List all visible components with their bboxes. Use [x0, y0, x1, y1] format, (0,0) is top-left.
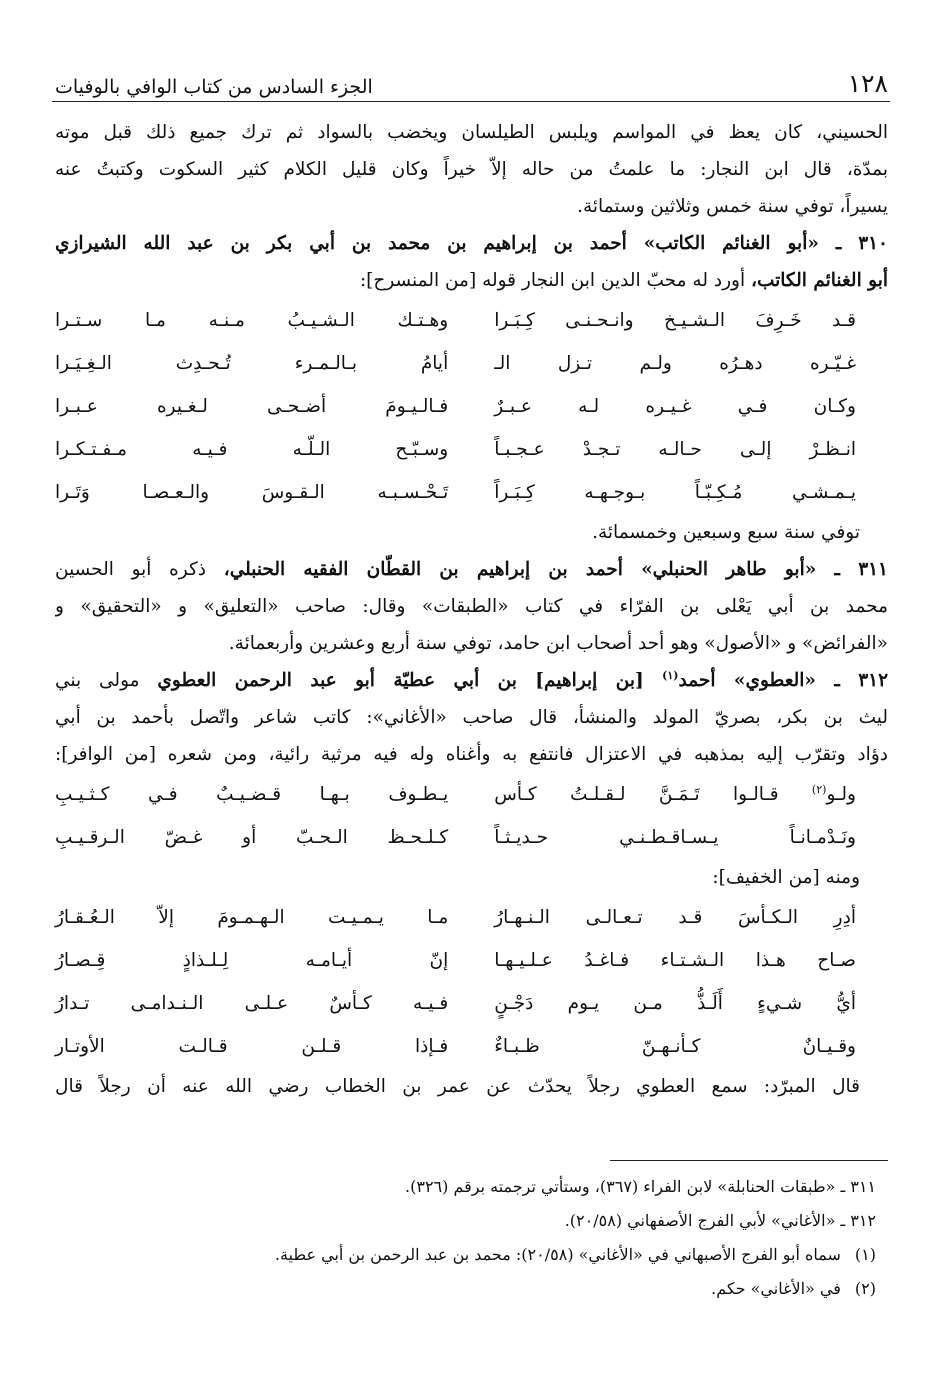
entry-310-death: توفي سنة سبع وسبعين وخمسمائة. — [592, 522, 860, 543]
verse-text: قـالـوا تَـمَـنَّ لـقـلـتُ كـأس — [494, 784, 812, 805]
footnotes — [55, 1170, 888, 1306]
verse-second-hemistich: فـإذا قـلـن قـالـت الأوتـار — [55, 1036, 449, 1057]
verse-first-hemistich: يـمـشـي مُـكِـبّـاً بـوجـهـه كِـبَـراً — [494, 482, 856, 503]
verse-first-hemistich: غـيّـره دهـرُه ولـم تـزل الـ — [494, 353, 856, 374]
entry-310-heading: ٣١٠ ـ «أبو الغنائم الكاتب» أحمد بن إبراهيم بن محمد بن أبي بكر بن عبد الله الشيرازي — [55, 233, 888, 254]
entry-311-text: ذكره أبو الحسين — [55, 559, 224, 580]
verse — [55, 428, 888, 471]
footnote — [55, 1204, 888, 1238]
verse-second-hemistich: فـالـيـومَ أضـحـى لـغـيره عـبـرا — [55, 396, 449, 417]
entry-310-intro: أورد له محبّ الدين ابن النجار قوله [من المنسرح]: — [359, 270, 751, 291]
entry-312-line — [55, 662, 888, 699]
khafif-intro: ومنه [من الخفيف]: — [712, 867, 860, 888]
verse — [55, 1025, 888, 1068]
verse-first-hemistich: أدِرِ الـكـأسَ قـد تـعـالـى الـنـهـارُ — [494, 907, 856, 928]
verse — [55, 773, 888, 816]
footnote — [55, 1272, 888, 1306]
verse — [55, 816, 888, 859]
verse-second-hemistich: يـطـوف بـهـا قـضـيـبٌ فـي كـثـيـبِ — [55, 784, 449, 805]
verse-first-hemistich: قـد خَـرِفَ الـشـيـخ وانـحـنـى كِـبَـرا — [494, 310, 856, 331]
entry-310-line — [55, 262, 888, 299]
verse-second-hemistich: إنّ أيـامـه لِـلـذاذٍ قِـصـارُ — [55, 950, 449, 971]
verse-second-hemistich: كـلـحـظ الـحـبّ أو غـضّ الـرقـيـبِ — [55, 827, 449, 848]
verse-first-hemistich: وكـان فـي غـيـره لـه عـبـرٌ — [494, 396, 856, 417]
verse-second-hemistich: وسـبّـح الـلّـه فـيـه مـفـتـكـرا — [55, 439, 449, 460]
verse-first-hemistich — [494, 773, 888, 816]
entry-312-heading-b: [بن إبراهيم] بن أبي عطيّة أبو عبد الرحمن العطوي — [157, 670, 663, 691]
page-header — [55, 58, 888, 98]
footnote-rule — [610, 1160, 888, 1161]
footnote-number: ٣١٢ ـ — [840, 1211, 876, 1230]
entry-311-line: محمد بن أبي يَعْلى بن الفرّاء في كتاب «الطبقات» وقال: صاحب «التعليق» و «التحقيق» و — [55, 596, 888, 617]
poem-312-wafir — [55, 773, 888, 859]
verse — [55, 896, 888, 939]
verse — [55, 299, 888, 342]
footnote-text: في «الأغاني» حكم. — [711, 1279, 846, 1298]
verse-second-hemistich: أيامُ بـالـمـرء تُـحـدِث الـغِـيَـرا — [55, 353, 449, 374]
entry-311-line: «الفرائض» و «الأصول» وهو أحد أصحاب ابن حامد، توفي سنة أربع وعشرين وأربعمائة. — [228, 633, 888, 654]
entry-310-nickname: أبو الغنائم الكاتب، — [750, 270, 888, 291]
entry-312-last-line: قال المبرّد: سمع العطوي رجلاً يحدّث عن عمر بن الخطاب رضي الله عنه أن رجلاً قال — [55, 1076, 860, 1097]
verse — [55, 982, 888, 1025]
verse-first-hemistich: انـظـرْ إلـى حـالـه تـجـدْ عـجـبـاً — [494, 439, 856, 460]
footnote-ref[interactable]: (١) — [662, 668, 679, 682]
verse-second-hemistich: وهـتـك الـشـيـبُ مـنـه مـا سـتـرا — [55, 310, 449, 331]
footnote-number: (١) — [854, 1245, 876, 1264]
verse-second-hemistich: مـا يـمـيـت الـهـمـومَ إلاّ الـعُـقـارُ — [55, 907, 449, 928]
verse-second-hemistich: تَـحْـسـبـه الـقـوسَ والـعـصـا وَتَـرا — [55, 482, 449, 503]
footnote — [55, 1238, 888, 1272]
entry-311-heading: ٣١١ ـ «أبو طاهر الحنبلي» أحمد بن إبراهيم بن القطّان الفقيه الحنبلي، — [223, 559, 888, 580]
intro-line: يسيراً، توفي سنة خمس وثلاثين وستمائة. — [577, 196, 888, 217]
footnote-number: ٣١١ ـ — [840, 1177, 876, 1196]
footnote-ref[interactable]: (٢) — [811, 782, 827, 796]
verse-second-hemistich: فـيـه كـأسٌ عـلـى الـنـدامـى تـدارُ — [55, 993, 449, 1014]
verse — [55, 385, 888, 428]
verse-first-hemistich: وقـيـانٌ كـأنـهـنّ ظـبـاءٌ — [494, 1036, 856, 1057]
intro-line: بمدّة، قال ابن النجار: ما علمتُ من حاله إلاّ خيراً وكان قليل الكلام كثير السكوت وكتبتُ عنه — [55, 159, 888, 180]
poem-312-khafif — [55, 896, 888, 1068]
verse — [55, 939, 888, 982]
verse-first-hemistich: ونَـدْمـانـاً يـسـاقـطـنـي حـديـثـاً — [494, 827, 856, 848]
page-number: ١٢٨ — [847, 69, 888, 98]
intro-line: الحسيني، كان يعظ في المواسم ويلبس الطيلسان ويخضب بالسواد ثم ترك جميع ذلك قبل موته — [55, 122, 888, 143]
verse — [55, 342, 888, 385]
footnote — [55, 1170, 888, 1204]
verse — [55, 471, 888, 514]
footnote-text: «الأغاني» لأبي الفرج الأصفهاني (٢٠/٥٨). — [564, 1211, 841, 1230]
running-title: الجزء السادس من كتاب الوافي بالوفيات — [55, 76, 373, 98]
verse-first-hemistich: أيُّ شـيءٍ أَلَـذُّ مـن يـوم دَجْـنٍ — [494, 993, 856, 1014]
entry-311-line — [55, 551, 888, 588]
verse-text: ولـو — [826, 784, 856, 805]
footnote-text: «طبقات الحنابلة» لابن الفراء (٣٦٧)، وستأتي ترجمته برقم (٣٢٦). — [405, 1177, 841, 1196]
entry-312-heading — [157, 670, 888, 691]
footnote-text: سماه أبو الفرج الأصبهاني في «الأغاني» (٢٠/٥٨): محمد بن عبد الرحمن بن أبي عطية. — [274, 1245, 846, 1264]
entry-312-line: ليث بن بكر، بصريّ المولد والمنشأ، قال صاحب «الأغاني»: كاتب شاعر واتّصل بأحمد بن أبي — [55, 707, 888, 728]
footnote-number: (٢) — [854, 1279, 876, 1298]
entry-312-line: دؤاد وتقرّب إليه بمذهبه في الاعتزال فانتفع به وأغناه وله فيه مرثية رائية، ومن شعره [من الوافر]: — [55, 744, 888, 765]
poem-310 — [55, 299, 888, 514]
header-rule — [52, 101, 890, 102]
page-body — [55, 114, 888, 1105]
entry-312-text: مولى بني — [55, 670, 158, 691]
entry-312-heading-a: ٣١٢ ـ «العطوي» أحمد — [678, 670, 888, 691]
verse-first-hemistich: صـاح هـذا الـشـتـاء فـاغـدُ عـلـيـهـا — [494, 950, 856, 971]
